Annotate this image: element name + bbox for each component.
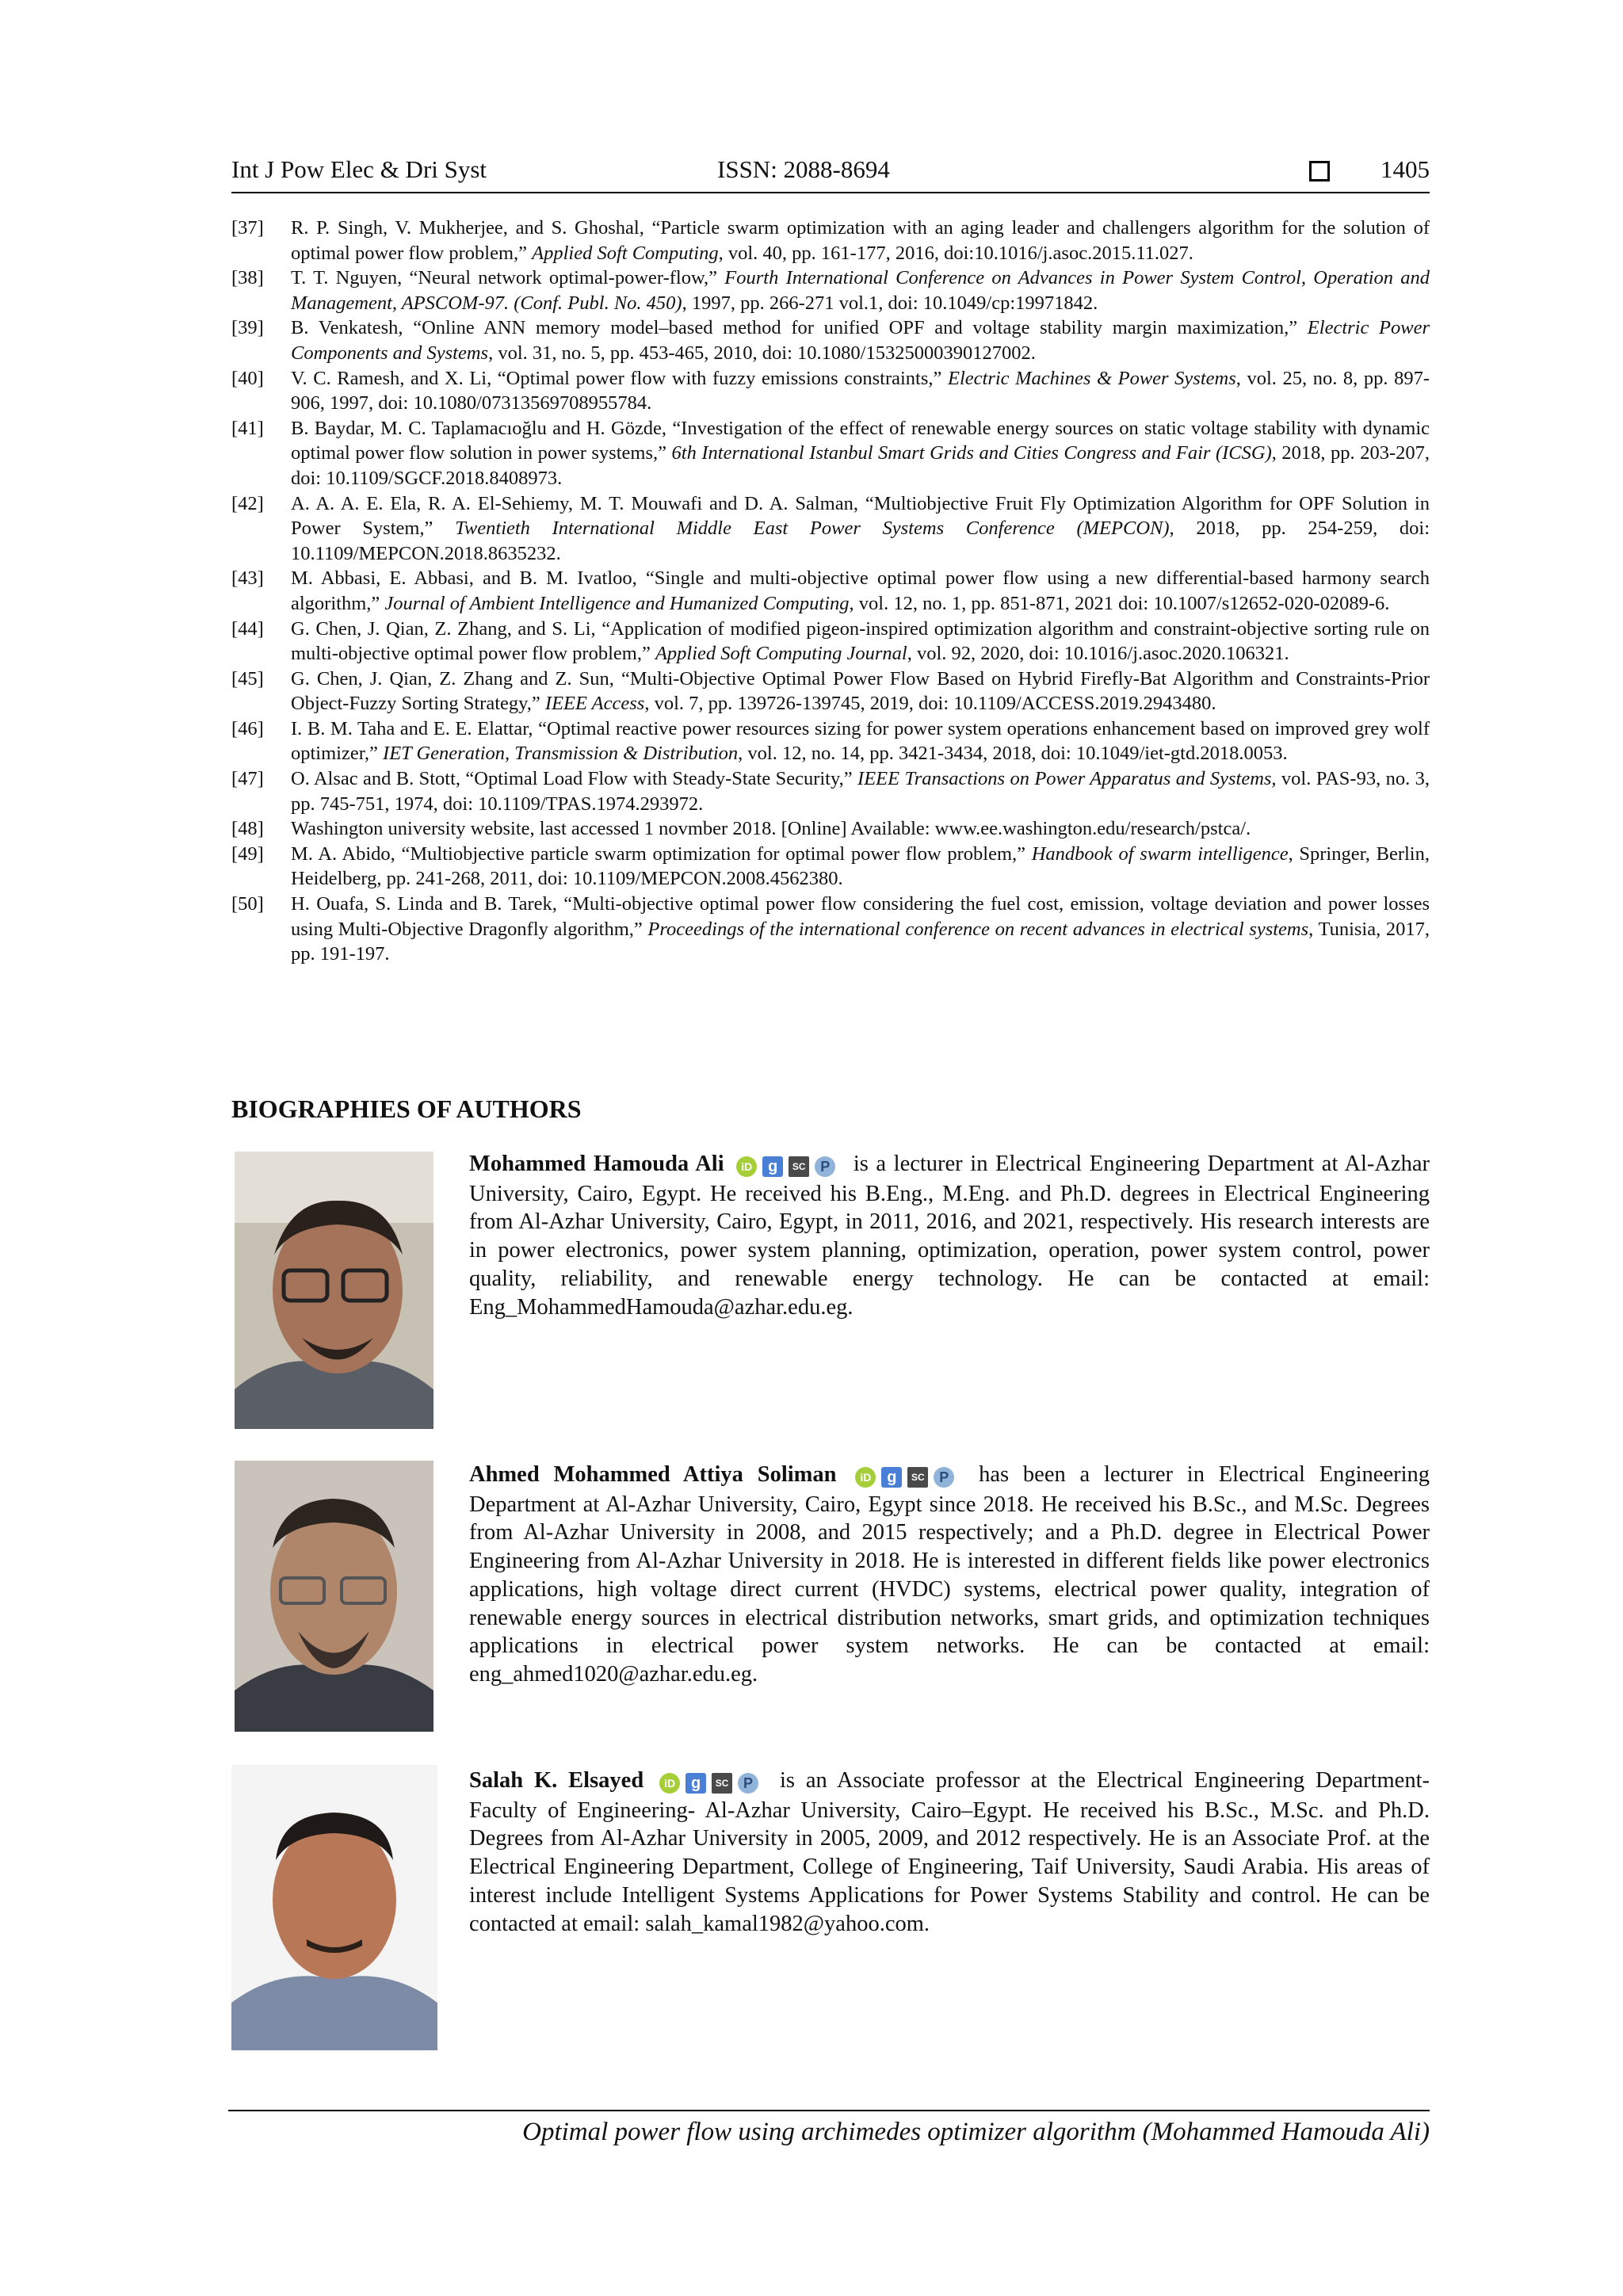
author-description: is a lecturer in Electrical Engineering Department at Al-Azhar University, Cairo, Egypt. He received his B.Eng., M.Eng. and Ph.D. degrees in Electrical Engineering from Al-Azhar University, Cairo, Egypt, in 2011, 2016, and 2021, respectively. His research interests are in power electronics, power system planning, optimization, operation, power system control, power quality, reliability, and renewable energy technology. He can be contacted at email: Eng_MohammedHamouda@azhar.edu.eg. [469, 1152, 1430, 1320]
publons-icon[interactable]: P [934, 1467, 954, 1488]
orcid-icon[interactable]: iD [659, 1773, 680, 1794]
author-bio [469, 1767, 1430, 1938]
author-bio [469, 1461, 1430, 1689]
author-name: Ahmed Mohammed Attiya Soliman [469, 1462, 837, 1487]
reference-item: [44] G. Chen, J. Qian, Z. Zhang, and S. Li, “Application of modified pigeon-inspired optimization algorithm and constraint-objective sorting rule on multi-objective optimal power flow problem,” Applied Soft Computing Journal, vol. 92, 2020, doi: 10.1016/j.asoc.2020.106321. [231, 617, 1430, 665]
google-scholar-icon[interactable]: g [881, 1467, 902, 1488]
reference-item: [49] M. A. Abido, “Multiobjective particle swarm optimization for optimal power flow problem,” Handbook of swarm intelligence, Springer, Berlin, Heidelberg, pp. 241-268, 2011, doi: 10.1109/MEPCON.2008.4562380. [231, 842, 1430, 890]
profile-links [736, 1152, 841, 1180]
reference-item: [40] V. C. Ramesh, and X. Li, “Optimal power flow with fuzzy emissions constraints,” Electric Machines & Power Systems, vol. 25, no. 8, pp. 897-906, 1997, doi: 10.1080/07313569708955784. [231, 367, 1430, 415]
author-photo [235, 1461, 433, 1732]
google-scholar-icon[interactable]: g [762, 1156, 783, 1177]
reference-item: [50] H. Ouafa, S. Linda and B. Tarek, “Multi-objective optimal power flow considering the fuel cost, emission, voltage deviation and power losses using Multi-Objective Dragonfly algorithm,” Proceedings of the international conference on recent advances in electrical systems, Tunisia, 2017, pp. 191-197. [231, 893, 1430, 965]
issn: ISSN: 2088-8694 [717, 155, 890, 183]
page-number: 1405 [1381, 155, 1430, 183]
reference-item: [45] G. Chen, J. Qian, Z. Zhang and Z. Sun, “Multi-Objective Optimal Power Flow Based on Hybrid Firefly-Bat Algorithm and Constraints-Prior Object-Fuzzy Sorting Strategy,” IEEE Access, vol. 7, pp. 139726-139745, 2019, doi: 10.1109/ACCESS.2019.2943480. [231, 667, 1430, 715]
google-scholar-icon[interactable]: g [685, 1773, 706, 1794]
scopus-icon[interactable]: SC [712, 1773, 732, 1794]
biographies-heading: BIOGRAPHIES OF AUTHORS [231, 1095, 582, 1123]
reference-item: [39] B. Venkatesh, “Online ANN memory model–based method for unified OPF and voltage stability margin maximization,” Electric Power Components and Systems, vol. 31, no. 5, pp. 453-465, 2010, doi: 10.1080/15325000390127002. [231, 317, 1430, 364]
author-photo [231, 1765, 437, 2050]
profile-links [855, 1462, 960, 1491]
orcid-icon[interactable]: iD [736, 1156, 757, 1177]
author-name: Salah K. Elsayed [469, 1768, 644, 1793]
author-description: has been a lecturer in Electrical Engineering Department at Al-Azhar University, Cairo, Egypt since 2018. He received his B.Sc., and M.Sc. Degrees from Al-Azhar University in 2008, and 2015 respectively; and a Ph.D. degree in Electrical Power Engineering from Al-Azhar University in 2018. He is interested in different fields like power electronics applications, high voltage direct current (HVDC) systems, electrical power quality, integration of renewable energy sources in electrical distribution networks, smart grids, and optimization techniques applications in electrical power system networks. He can be contacted at email: eng_ahmed1020@azhar.edu.eg. [469, 1462, 1430, 1687]
profile-links [659, 1768, 764, 1797]
reference-item: [47] O. Alsac and B. Stott, “Optimal Load Flow with Steady-State Security,” IEEE Transactions on Power Apparatus and Systems, vol. PAS-93, no. 3, pp. 745-751, 1974, doi: 10.1109/TPAS.1974.293972. [231, 768, 1430, 815]
author-description: is an Associate professor at the Electrical Engineering Department- Faculty of Engineering- Al-Azhar University, Cairo–Egypt. He received his B.Sc., M.Sc. and Ph.D. Degrees from Al-Azhar University in 2005, 2009, and 2012 respectively. He is an Associate Prof. at the Electrical Engineering Department, College of Engineering, Taif University, Saudi Arabia. His areas of interest include Intelligent Systems Applications for Power Systems Stability and control. He can be contacted at email: salah_kamal1982@yahoo.com. [469, 1768, 1430, 1936]
reference-item: [38] T. T. Nguyen, “Neural network optimal-power-flow,” Fourth International Conference on Advances in Power System Control, Operation and Management, APSCOM-97. (Conf. Publ. No. 450), 1997, pp. 266-271 vol.1, doi: 10.1049/cp:19971842. [231, 267, 1430, 314]
reference-item: [42] A. A. A. E. Ela, R. A. El-Sehiemy, M. T. Mouwafi and D. A. Salman, “Multiobjective Fruit Fly Optimization Algorithm for OPF Solution in Power System,” Twentieth International Middle East Power Systems Conference (MEPCON), 2018, pp. 254-259, doi: 10.1109/MEPCON.2018.8635232. [231, 492, 1430, 564]
orcid-icon[interactable]: iD [855, 1467, 876, 1488]
author-photo [235, 1152, 433, 1429]
page-footer [228, 2110, 1430, 2146]
reference-item: [48] Washington university website, last accessed 1 novmber 2018. [Online] Available: www.ee.washington.edu/research/pstca/. [231, 818, 1251, 840]
square-icon [1309, 161, 1330, 181]
scopus-icon[interactable]: SC [907, 1467, 928, 1488]
author-name: Mohammed Hamouda Ali [469, 1152, 724, 1176]
reference-item: [41] B. Baydar, M. C. Taplamacıoğlu and H. Gözde, “Investigation of the effect of renewable energy sources on static voltage stability with dynamic optimal power flow solution in power systems,” 6th International Istanbul Smart Grids and Cities Congress and Fair (ICSG), 2018, pp. 203-207, doi: 10.1109/SGCF.2018.8408973. [231, 417, 1430, 489]
footer-title: Optimal power flow using archimedes optimizer algorithm (Mohammed Hamouda Ali) [522, 2118, 1430, 2146]
publons-icon[interactable]: P [738, 1773, 758, 1794]
scopus-icon[interactable]: SC [789, 1156, 809, 1177]
publons-icon[interactable]: P [815, 1156, 835, 1177]
page-header [231, 155, 1430, 193]
journal-name: Int J Pow Elec & Dri Syst [231, 155, 487, 183]
reference-list [231, 216, 1430, 967]
reference-item: [43] M. Abbasi, E. Abbasi, and B. M. Ivatloo, “Single and multi-objective optimal power flow using a new differential-based harmony search algorithm,” Journal of Ambient Intelligence and Humanized Computing, vol. 12, no. 1, pp. 851-871, 2021 doi: 10.1007/s12652-020-02089-6. [231, 567, 1430, 614]
reference-item: [37] R. P. Singh, V. Mukherjee, and S. Ghoshal, “Particle swarm optimization with an aging leader and challengers algorithm for the solution of optimal power flow problem,” Applied Soft Computing, vol. 40, pp. 161-177, 2016, doi:10.1016/j.asoc.2015.11.027. [231, 217, 1430, 264]
author-bio [469, 1150, 1430, 1321]
reference-item: [46] I. B. M. Taha and E. E. Elattar, “Optimal reactive power resources sizing for power system operations enhancement based on improved grey wolf optimizer,” IET Generation, Transmission & Distribution, vol. 12, no. 14, pp. 3421-3434, 2018, doi: 10.1049/iet-gtd.2018.0053. [231, 717, 1430, 765]
